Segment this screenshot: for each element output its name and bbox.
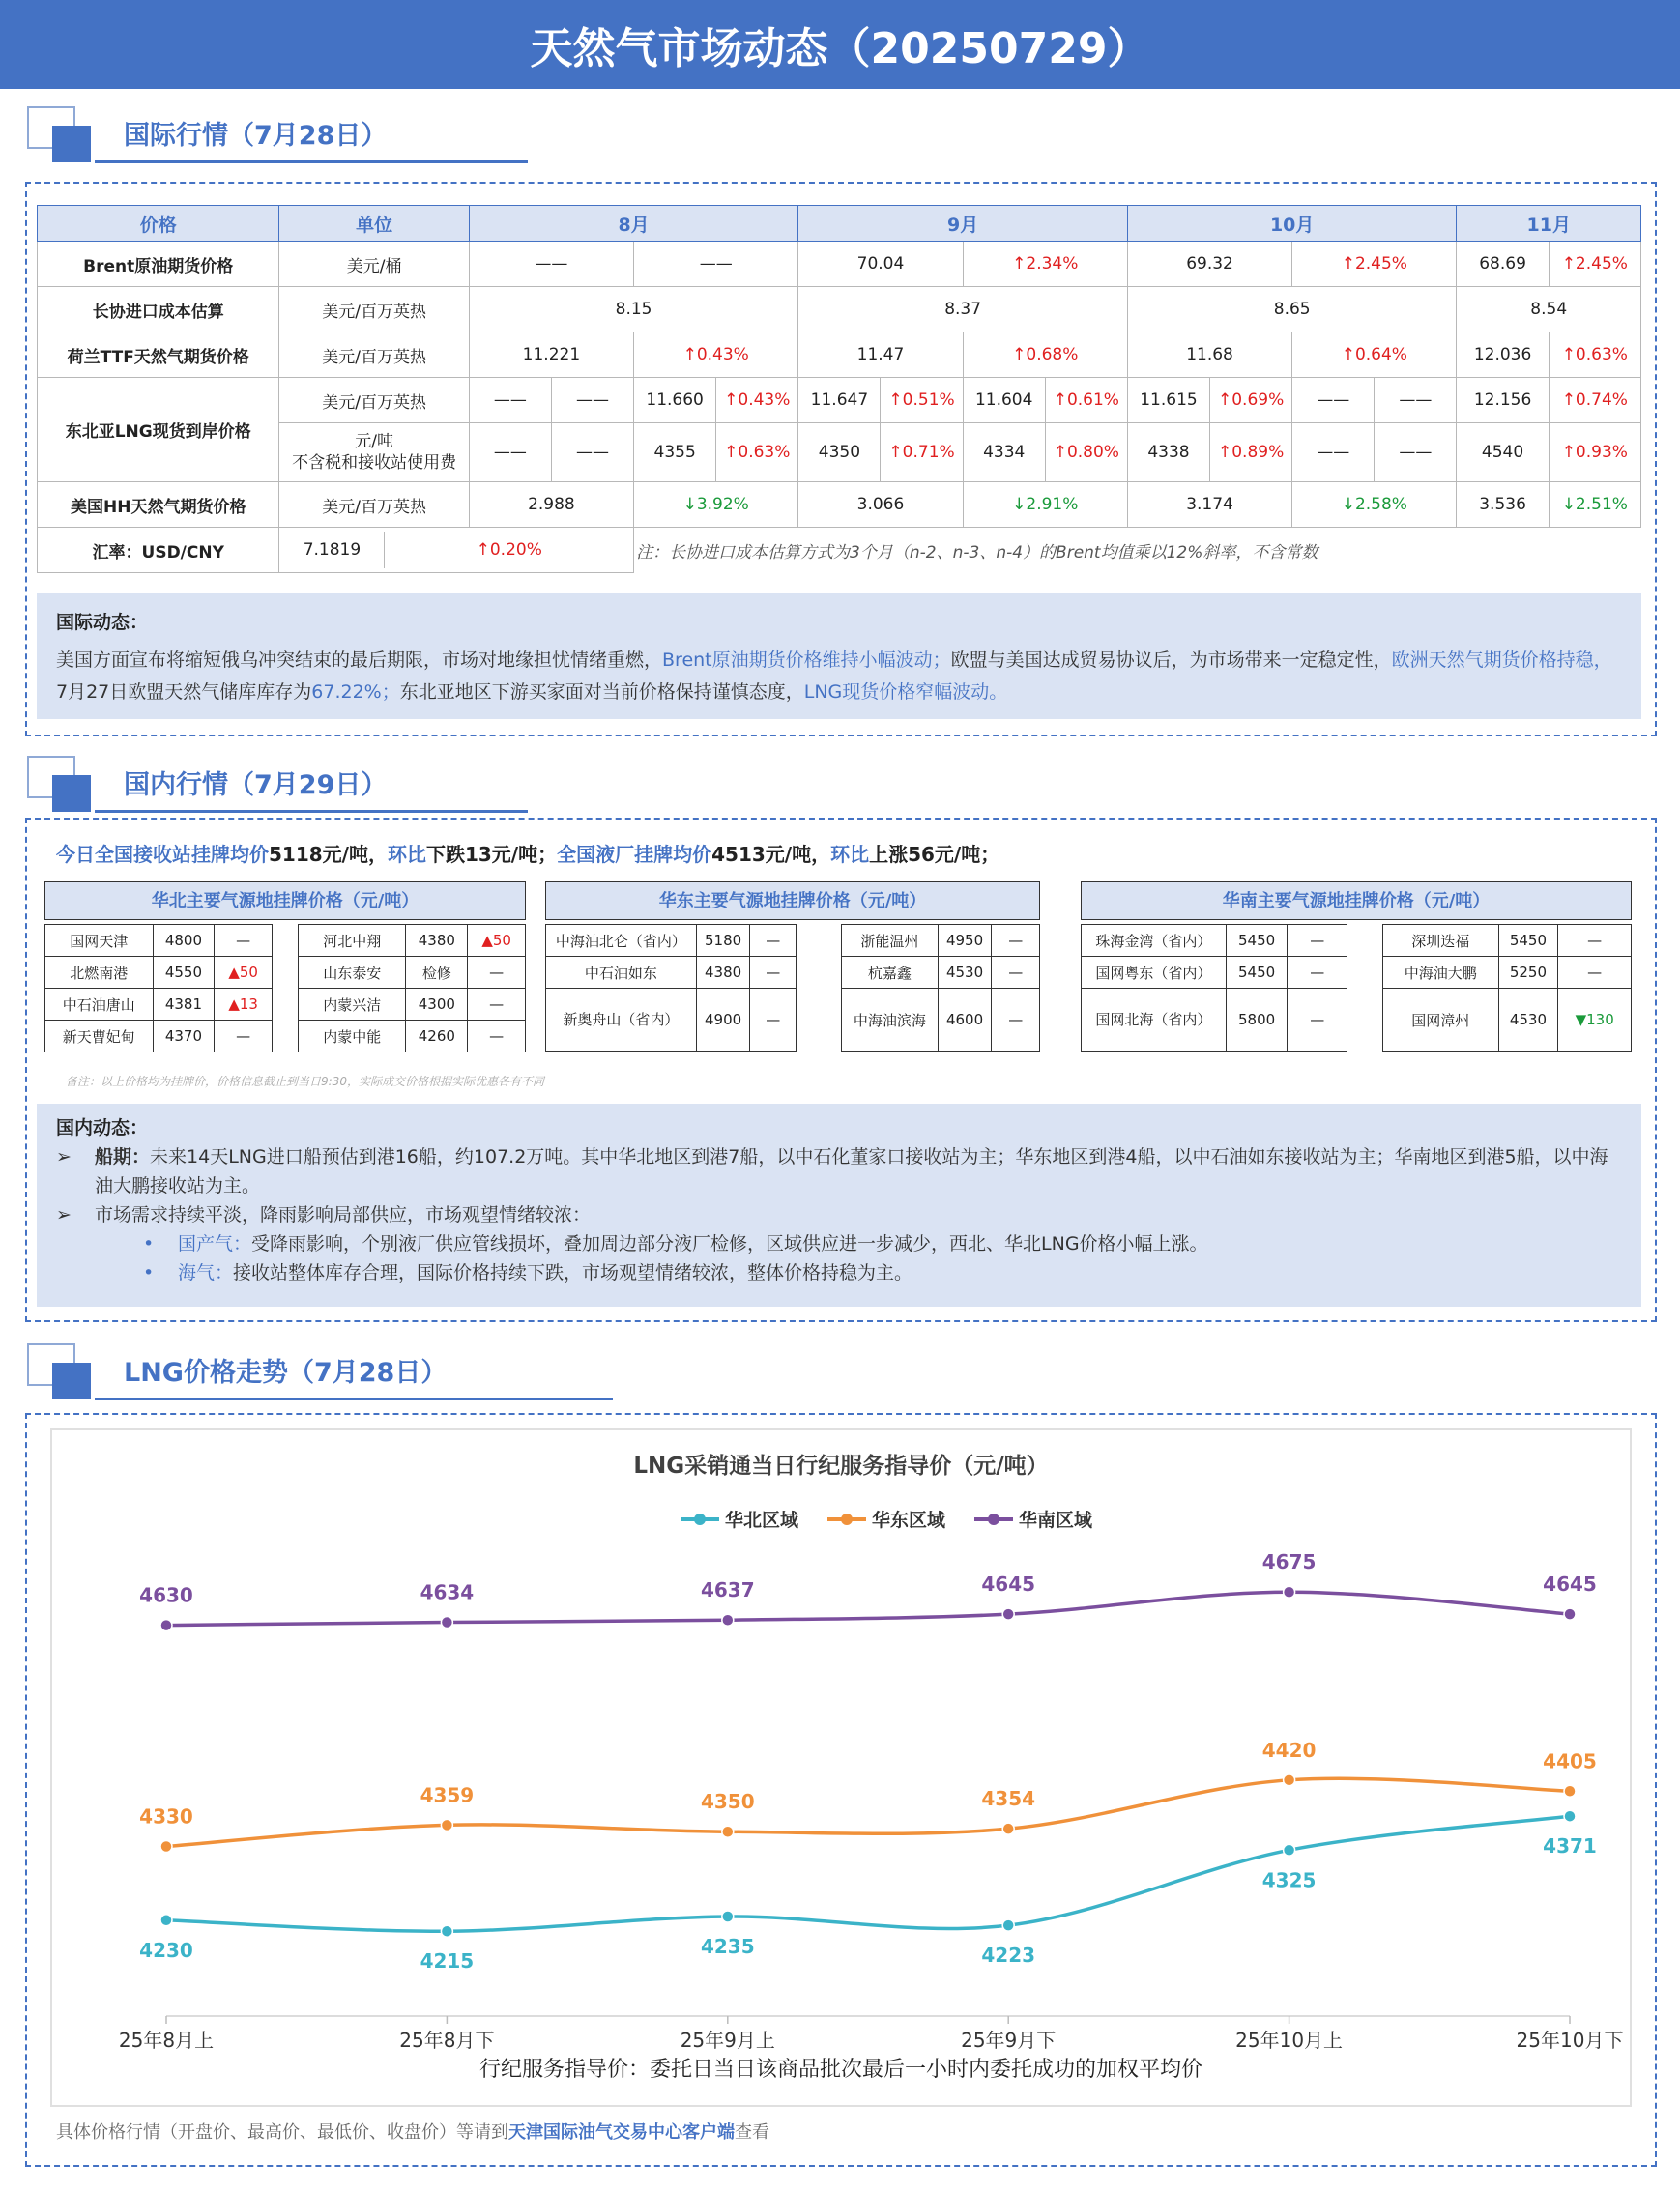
data-point — [160, 1840, 172, 1852]
header-aug: 8月 — [469, 206, 798, 242]
dyn-text: 东北亚地区下游买家面对当前价格保持谨慎态度， — [399, 681, 804, 703]
cell-change: ↑0.93% — [1549, 423, 1640, 482]
station-name: 浙能温州 — [842, 925, 939, 957]
cell-value: —— — [1375, 423, 1457, 482]
table-row — [546, 989, 797, 1052]
east-price-block — [545, 881, 1040, 1052]
cell-value: 3.536 — [1457, 482, 1549, 528]
dyn-text: 欧盟与美国达成贸易协议后，为市场带来一定稳定性， — [950, 649, 1392, 671]
bullet-sea-gas — [56, 1258, 1622, 1287]
station-price: 检修 — [406, 957, 468, 989]
station-name: 内蒙中能 — [299, 1021, 406, 1052]
station-change: — — [1288, 989, 1347, 1052]
dot-bullet-icon: • — [143, 1262, 155, 1283]
dyn-highlight: 欧洲天然气期货价格持稳， — [1391, 649, 1612, 671]
cell-value: —— — [1292, 378, 1375, 423]
station-change: — — [1558, 957, 1632, 989]
cell-value: 70.04 — [798, 242, 963, 287]
table-row — [299, 957, 526, 989]
data-point — [1284, 1774, 1295, 1786]
table-row-hh — [38, 482, 1641, 528]
section-title: 国内行情（7月29日） — [124, 770, 388, 800]
north-price-block — [44, 881, 526, 1052]
cell-value: 4355 — [634, 423, 716, 482]
summary-value: 4513元/吨， — [711, 843, 831, 866]
cell-value: 8.37 — [798, 287, 1128, 332]
cell-value: 4334 — [963, 423, 1045, 482]
summary-value: 下跌13元/吨； — [425, 843, 558, 866]
station-change: — — [1288, 957, 1347, 989]
station-name: 国网漳州 — [1383, 989, 1499, 1052]
dyn-text: 美国方面宣布将缩短俄乌冲突结束的最后期限，市场对地缘担忧情绪重燃， — [56, 649, 663, 671]
cell-change: ↓2.91% — [963, 482, 1127, 528]
data-point — [1564, 1608, 1576, 1620]
data-point — [1564, 1810, 1576, 1822]
cell-value: 69.32 — [1127, 242, 1291, 287]
data-label: 4405 — [1543, 1749, 1597, 1773]
station-price: 5450 — [1226, 957, 1288, 989]
section-underline — [95, 1398, 613, 1400]
table-row — [299, 1021, 526, 1052]
station-name: 国网北海（省内） — [1082, 989, 1227, 1052]
header-price: 价格 — [38, 206, 279, 242]
station-change: — — [468, 957, 526, 989]
east-table-left — [545, 924, 797, 1052]
dyn-highlight: 67.22%； — [311, 681, 400, 703]
legend-marker — [694, 1514, 706, 1525]
cell-value: 3.174 — [1127, 482, 1291, 528]
international-dynamics-panel — [37, 593, 1641, 719]
chart-frame — [50, 1428, 1632, 2107]
dot-bullet-icon: • — [143, 1233, 155, 1254]
north-table-right — [298, 924, 526, 1052]
section-underline — [95, 160, 528, 163]
dom-gas-label: 国产气： — [178, 1233, 252, 1254]
table-row-ttf — [38, 332, 1641, 378]
dyn-highlight: Brent原油期货价格维持小幅波动； — [662, 649, 951, 671]
station-price: 5250 — [1498, 957, 1558, 989]
section-title: 国际行情（7月28日） — [124, 121, 388, 151]
cell-change: ↑2.45% — [1292, 242, 1457, 287]
summary-label: 今日全国接收站挂牌均价 — [56, 843, 269, 866]
table-row — [45, 925, 273, 957]
station-change: ▲50 — [468, 925, 526, 957]
data-point — [441, 1617, 452, 1629]
station-change: — — [992, 989, 1040, 1052]
footer-note — [56, 2119, 769, 2144]
section-title: LNG价格走势（7月28日） — [124, 1358, 448, 1388]
summary-label: 环比 — [387, 843, 426, 866]
row-unit: 美元/百万英热 — [279, 332, 469, 378]
table-row — [546, 957, 797, 989]
dynamics-text — [56, 645, 1622, 708]
data-label: 4630 — [139, 1583, 193, 1607]
table-row — [45, 989, 273, 1021]
bullet-ship — [56, 1142, 1622, 1200]
data-label: 4637 — [700, 1578, 755, 1602]
cell-value: 11.47 — [798, 332, 963, 378]
cell-change: ↑0.61% — [1045, 378, 1127, 423]
station-price: 4550 — [153, 957, 215, 989]
legend-marker — [988, 1514, 999, 1525]
section-underline — [95, 810, 528, 813]
station-price: 5450 — [1226, 925, 1288, 957]
station-change: ▲13 — [215, 989, 273, 1021]
station-change: — — [1288, 925, 1347, 957]
section-deco-square — [52, 775, 91, 812]
table-row — [45, 957, 273, 989]
table-row — [842, 989, 1040, 1052]
ship-label: 船期： — [95, 1146, 151, 1168]
cell-value: 11.604 — [963, 378, 1045, 423]
row-unit — [279, 423, 469, 482]
domestic-dynamics-panel — [37, 1104, 1641, 1307]
station-name: 中海油滨海 — [842, 989, 939, 1052]
cell-change: ↑0.51% — [881, 378, 963, 423]
cell-value: 11.68 — [1127, 332, 1291, 378]
series-layer — [139, 1550, 1597, 1973]
summary-value: 5118元/吨， — [269, 843, 388, 866]
cell-value: 11.647 — [798, 378, 881, 423]
cell-value: 11.660 — [634, 378, 716, 423]
cell-change: ↑0.74% — [1549, 378, 1640, 423]
table-row — [299, 989, 526, 1021]
x-tick-layer — [119, 2016, 1624, 2052]
international-price-table — [37, 205, 1641, 573]
data-point — [1002, 1919, 1014, 1931]
header-nov: 11月 — [1457, 206, 1641, 242]
cell-change: ↑0.43% — [634, 332, 798, 378]
station-price: 5800 — [1226, 989, 1288, 1052]
dom-gas-text: 受降雨影响，个别液厂供应管线损坏，叠加周边部分液厂检修，区域供应进一步减少，西北、华北LNG价格小幅上涨。 — [251, 1233, 1208, 1254]
station-price: 4380 — [406, 925, 468, 957]
row-unit: 美元/百万英热 — [279, 378, 469, 423]
table-row-nea-usd — [38, 378, 1641, 423]
x-tick-label: 25年10月下 — [1516, 2029, 1624, 2052]
table-row — [842, 925, 1040, 957]
data-point — [441, 1819, 452, 1831]
dyn-highlight: LNG现货价格窄幅波动。 — [803, 681, 1008, 703]
station-name: 深圳迭福 — [1383, 925, 1499, 957]
data-point — [160, 1915, 172, 1926]
station-price: 4300 — [406, 989, 468, 1021]
station-price: 5450 — [1498, 925, 1558, 957]
sea-gas-label: 海气： — [178, 1262, 234, 1283]
row-unit: 美元/百万英热 — [279, 482, 469, 528]
station-price: 4800 — [153, 925, 215, 957]
row-unit: 美元/百万英热 — [279, 287, 469, 332]
station-change: — — [992, 925, 1040, 957]
station-name: 中石油唐山 — [45, 989, 154, 1021]
client-link[interactable]: 天津国际油气交易中心客户端 — [508, 2122, 735, 2143]
cell-value: 12.036 — [1457, 332, 1549, 378]
data-point — [722, 1826, 734, 1837]
table-row — [1082, 925, 1347, 957]
cell-value: —— — [469, 423, 551, 482]
cell-value: 8.15 — [469, 287, 798, 332]
demand-text: 市场需求持续平淡，降雨影响局部供应，市场观望情绪较浓： — [95, 1204, 592, 1225]
bullet-domestic-gas — [56, 1229, 1622, 1258]
station-price: 4380 — [696, 957, 750, 989]
data-label: 4645 — [1543, 1572, 1597, 1597]
east-title: 华东主要气源地挂牌价格（元/吨） — [545, 881, 1040, 920]
data-point — [1002, 1823, 1014, 1834]
station-change: — — [468, 1021, 526, 1052]
south-table-right — [1382, 924, 1632, 1052]
legend-marker — [841, 1514, 853, 1525]
cell-value: —— — [551, 423, 633, 482]
cell-value: 68.69 — [1457, 242, 1549, 287]
dyn-text: 7月27日欧盟天然气储库库存为 — [56, 681, 312, 703]
data-label: 4330 — [139, 1804, 193, 1829]
cell-change: ↑0.64% — [1292, 332, 1457, 378]
cell-change: —— — [634, 242, 798, 287]
data-label: 4215 — [420, 1949, 475, 1974]
row-label: 美国HH天然气期货价格 — [38, 482, 279, 528]
station-name: 中海油北仑（省内） — [546, 925, 697, 957]
table-row — [1383, 957, 1632, 989]
north-title: 华北主要气源地挂牌价格（元/吨） — [44, 881, 526, 920]
station-change: — — [215, 925, 273, 957]
data-label: 4634 — [420, 1580, 475, 1604]
section-deco-square — [52, 126, 91, 162]
station-change: — — [215, 1021, 273, 1052]
data-label: 4645 — [981, 1572, 1036, 1597]
cell-change: ↑0.71% — [881, 423, 963, 482]
table-row-brent — [38, 242, 1641, 287]
data-label: 4675 — [1261, 1550, 1317, 1574]
cell-value: 4540 — [1457, 423, 1549, 482]
data-point — [160, 1620, 172, 1631]
table-row — [299, 925, 526, 957]
cell-change: ↑0.69% — [1210, 378, 1292, 423]
station-name: 中海油大鹏 — [1383, 957, 1499, 989]
data-point — [722, 1911, 734, 1922]
domestic-summary — [56, 839, 999, 867]
data-label: 4325 — [1261, 1868, 1317, 1892]
station-change: — — [750, 925, 797, 957]
international-box — [25, 182, 1657, 736]
north-table-left — [44, 924, 273, 1052]
fx-change: ↑0.20% — [476, 540, 542, 560]
station-name: 珠海金湾（省内） — [1082, 925, 1227, 957]
arrow-bullet-icon: ➢ — [56, 1146, 72, 1168]
series-line — [166, 1778, 1570, 1846]
section-deco-square — [52, 1363, 91, 1399]
station-change: — — [468, 989, 526, 1021]
station-name: 河北中翔 — [299, 925, 406, 957]
header-sep: 9月 — [798, 206, 1128, 242]
cell-value: 4338 — [1127, 423, 1209, 482]
dynamics-heading: 国内动态： — [56, 1117, 149, 1139]
table-header-row — [38, 206, 1641, 242]
station-change: — — [750, 957, 797, 989]
summary-label: 环比 — [830, 843, 870, 866]
cell-change: ↑0.68% — [963, 332, 1127, 378]
legend-label: 华北区域 — [725, 1510, 799, 1531]
series-2 — [139, 1550, 1597, 1630]
cell-value: 11.221 — [469, 332, 633, 378]
cell-value: 3.066 — [798, 482, 963, 528]
cell-value: —— — [1292, 423, 1375, 482]
cell-value: 11.615 — [1127, 378, 1209, 423]
station-change: — — [750, 989, 797, 1052]
table-row — [1082, 989, 1347, 1052]
station-price: 4530 — [1498, 989, 1558, 1052]
header-oct: 10月 — [1127, 206, 1457, 242]
cell-value: —— — [551, 378, 633, 423]
trend-box — [25, 1413, 1657, 2167]
lng-price-chart — [52, 1430, 1630, 2105]
arrow-bullet-icon: ➢ — [56, 1204, 72, 1225]
cell-change: ↑2.34% — [963, 242, 1127, 287]
south-title: 华南主要气源地挂牌价格（元/吨） — [1081, 881, 1632, 920]
data-label: 4359 — [420, 1783, 475, 1807]
sea-gas-text: 接收站整体库存合理，国际价格持续下跌，市场观望情绪较浓，整体价格持稳为主。 — [233, 1262, 913, 1283]
row-label: 东北亚LNG现货到岸价格 — [38, 378, 279, 482]
x-tick-label: 25年10月上 — [1235, 2029, 1344, 2052]
chart-title: LNG采销通当日行纪服务指导价（元/吨） — [633, 1454, 1049, 1479]
table-note: 注：长协进口成本估算方式为3个月（n-2、n-3、n-4）的Brent均值乘以12%斜率，不含常数 — [636, 542, 1318, 562]
station-name: 新天曹妃甸 — [45, 1021, 154, 1052]
data-label: 4350 — [700, 1790, 755, 1814]
table-row-fx — [38, 528, 1641, 573]
summary-value: 上涨56元/吨； — [869, 843, 1000, 866]
cell-change: ↓3.92% — [634, 482, 798, 528]
fx-value: 7.1819 — [279, 532, 385, 568]
station-price: 4530 — [938, 957, 992, 989]
price-remark: 备注：以上价格均为挂牌价，价格信息截止到当日9:30，实际成交价格根据实际优惠各有不同 — [66, 1075, 544, 1088]
section-header-trend — [27, 1343, 607, 1401]
data-point — [1002, 1608, 1014, 1620]
fx-cells — [279, 528, 634, 573]
station-price: 4900 — [696, 989, 750, 1052]
legend-label: 华东区域 — [872, 1510, 946, 1531]
station-name: 国网天津 — [45, 925, 154, 957]
data-label: 4420 — [1261, 1738, 1317, 1762]
cell-value: —— — [469, 378, 551, 423]
section-header-domestic — [27, 756, 510, 814]
data-label: 4235 — [700, 1934, 755, 1958]
series-line — [166, 1592, 1570, 1625]
data-label: 4223 — [981, 1944, 1036, 1968]
page-title: 天然气市场动态（20250729） — [530, 24, 1150, 73]
chart-xlabel: 行纪服务指导价：委托日当日该商品批次最后一小时内委托成功的加权平均价 — [478, 2058, 1203, 2082]
row-label: 汇率：USD/CNY — [38, 528, 279, 573]
table-row-jcc — [38, 287, 1641, 332]
south-price-block — [1081, 881, 1632, 1052]
station-price: 4600 — [938, 989, 992, 1052]
header-unit: 单位 — [279, 206, 469, 242]
station-name: 山东泰安 — [299, 957, 406, 989]
domestic-box — [25, 818, 1657, 1322]
table-row — [1082, 957, 1347, 989]
data-label: 4354 — [981, 1787, 1036, 1811]
data-point — [722, 1614, 734, 1626]
table-row — [45, 1021, 273, 1052]
station-price: 5180 — [696, 925, 750, 957]
station-price: 4260 — [406, 1021, 468, 1052]
cell-value: —— — [1375, 378, 1457, 423]
cell-value: 2.988 — [469, 482, 633, 528]
table-row — [842, 957, 1040, 989]
east-table-right — [841, 924, 1040, 1052]
station-name: 新奥舟山（省内） — [546, 989, 697, 1052]
station-change: ▲50 — [215, 957, 273, 989]
row-label: Brent原油期货价格 — [38, 242, 279, 287]
page-banner — [0, 0, 1680, 89]
x-tick-label: 25年8月下 — [399, 2029, 495, 2052]
station-change: ▼130 — [1558, 989, 1632, 1052]
data-point — [1284, 1586, 1295, 1598]
cell-change: ↓2.58% — [1292, 482, 1457, 528]
station-name: 北燃南港 — [45, 957, 154, 989]
data-label: 4371 — [1543, 1834, 1597, 1859]
section-header-international — [27, 106, 510, 164]
x-tick-label: 25年9月下 — [961, 2029, 1057, 2052]
chart-legend — [681, 1509, 1093, 1531]
row-label: 荷兰TTF天然气期货价格 — [38, 332, 279, 378]
x-tick-label: 25年8月上 — [118, 2029, 215, 2052]
ship-text: 未来14天LNG进口船预估到港16船，约107.2万吨。其中华北地区到港7船，以中石化董家口接收站为主；华东地区到港4船，以中石油如东接收站为主；华南地区到港5船，以中海油大鹏接收站为主。 — [95, 1146, 1608, 1196]
south-table-left — [1081, 924, 1347, 1052]
cell-value: 4350 — [798, 423, 881, 482]
station-price: 4950 — [938, 925, 992, 957]
table-row — [1383, 989, 1632, 1052]
cell-value: —— — [469, 242, 633, 287]
footer-text: 查看 — [735, 2122, 769, 2143]
cell-change: ↑0.63% — [716, 423, 798, 482]
unit-line: 不含税和接收站使用费 — [292, 453, 457, 473]
table-row — [1383, 925, 1632, 957]
summary-label: 全国液厂挂牌均价 — [557, 843, 712, 866]
station-change: — — [992, 957, 1040, 989]
data-point — [1284, 1844, 1295, 1856]
row-unit: 美元/桶 — [279, 242, 469, 287]
cell-change: ↑2.45% — [1549, 242, 1640, 287]
bullet-demand — [56, 1200, 1622, 1229]
cell-change: ↓2.51% — [1549, 482, 1640, 528]
station-name: 国网粤东（省内） — [1082, 957, 1227, 989]
station-name: 内蒙兴洁 — [299, 989, 406, 1021]
data-label: 4230 — [139, 1938, 193, 1962]
data-point — [441, 1925, 452, 1937]
row-label: 长协进口成本估算 — [38, 287, 279, 332]
station-name: 杭嘉鑫 — [842, 957, 939, 989]
cell-value: 8.65 — [1127, 287, 1457, 332]
table-row — [546, 925, 797, 957]
station-name: 中石油如东 — [546, 957, 697, 989]
legend-label: 华南区域 — [1019, 1510, 1093, 1531]
cell-change: ↑0.80% — [1045, 423, 1127, 482]
station-change: — — [1558, 925, 1632, 957]
cell-value: 8.54 — [1457, 287, 1641, 332]
cell-change: ↑0.43% — [716, 378, 798, 423]
unit-line: 元/吨 — [355, 432, 393, 451]
x-tick-label: 25年9月上 — [680, 2029, 775, 2052]
station-price: 4370 — [153, 1021, 215, 1052]
cell-change: ↑0.89% — [1210, 423, 1292, 482]
dynamics-heading: 国际动态： — [56, 612, 149, 633]
cell-change: ↑0.63% — [1549, 332, 1640, 378]
footer-text: 具体价格行情（开盘价、最高价、最低价、收盘价）等请到 — [56, 2122, 508, 2143]
data-point — [1564, 1785, 1576, 1797]
station-price: 4381 — [153, 989, 215, 1021]
cell-value: 12.156 — [1457, 378, 1549, 423]
